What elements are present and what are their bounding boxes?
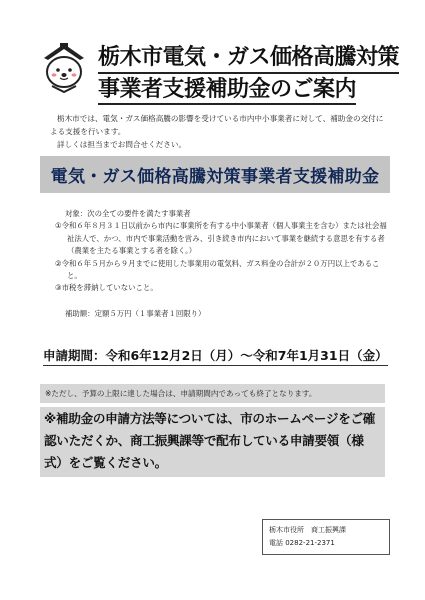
intro-line-2: 詳しくは担当までお問合せください。 xyxy=(57,140,187,149)
title-line-1: 栃木市電気・ガス価格高騰対策 xyxy=(98,44,399,74)
condition-item-1: ①令和６年８月３１日以前から市内に事業所を有する中小事業者（個人事業主を含む）または社会福祉法人で、かつ、市内で事業活動を営み、引き続き市内において事業を継続する意思を有する者（農業を主たる事業とする者を除く。） xyxy=(55,221,387,256)
subsidy-title: 電気・ガス価格高騰対策事業者支援補助金 xyxy=(50,167,380,187)
intro-line-1: 栃木市では、電気・ガス価格高騰の影響を受けている市内中小事業者に対して、補助金の交付による支援を行います。 xyxy=(50,114,384,136)
contact-office: 栃木市役所 商工振興課 xyxy=(269,526,346,534)
mascot-icon xyxy=(40,40,88,94)
subsidy-title-banner xyxy=(40,156,390,193)
budget-note: ※ただし、予算の上限に達した場合は、申請期間内であっても終了となります。 xyxy=(40,384,385,403)
conditions-lead: 対象：次の全ての要件を満たす事業者 xyxy=(65,209,191,218)
page-title xyxy=(98,44,418,105)
contact-phone: 電話 0282-21-2371 xyxy=(269,539,335,547)
eligibility-conditions xyxy=(55,208,390,320)
intro-text xyxy=(50,112,390,151)
contact-box xyxy=(262,519,390,555)
application-period-text: 申請期間：令和6年12月2日（月）～令和7年1月31日（金） xyxy=(43,348,388,366)
application-period xyxy=(43,346,388,364)
condition-item-2: ②令和６年５月から９月までに使用した事業用の電気料、ガス料金の合計が２０万円以上であること。 xyxy=(55,258,380,281)
condition-item-3: ③市税を滞納していないこと。 xyxy=(55,283,158,293)
title-line-2: 事業者支援補助金のご案内 xyxy=(98,76,356,105)
application-method-note: ※補助金の申請方法等については、市のホームページをご確認いただくか、商工振興課等で配布している申請要領（様式）をご覧ください。 xyxy=(40,407,385,477)
subsidy-amount: 補助額：定額５万円（１事業者１回限り） xyxy=(65,308,206,318)
